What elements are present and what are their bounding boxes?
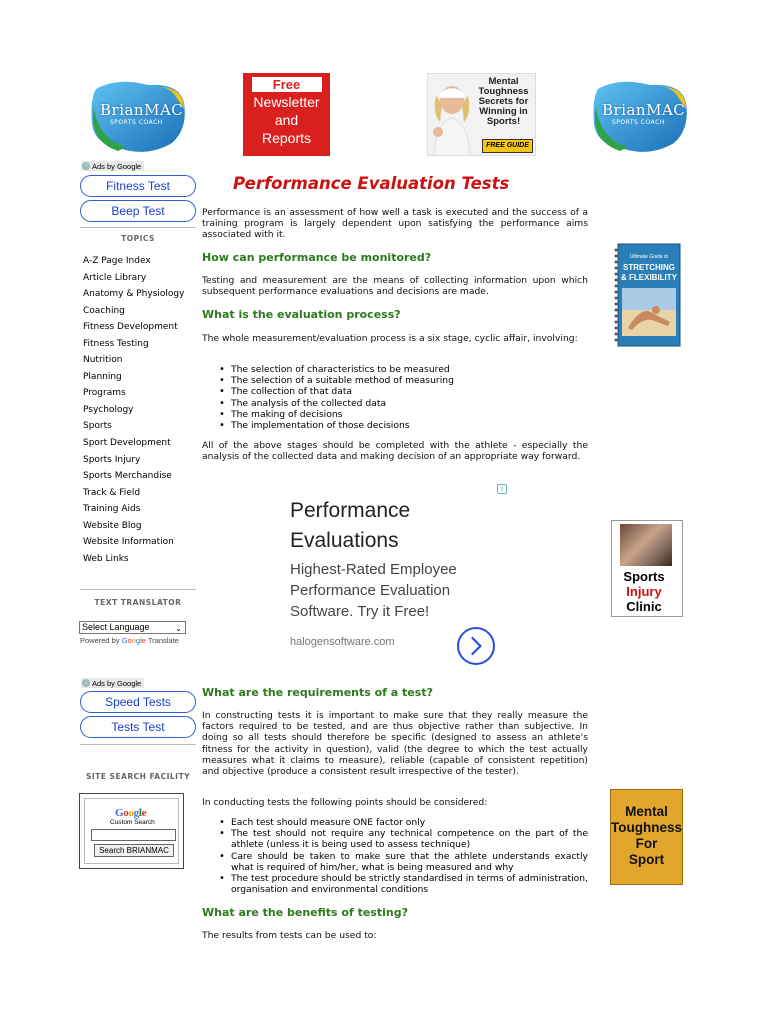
topic-link[interactable]: Sports Injury xyxy=(83,454,141,465)
topic-link[interactable]: Fitness Testing xyxy=(83,338,149,349)
beep-test-button[interactable]: Beep Test xyxy=(80,200,196,222)
language-select[interactable] xyxy=(79,621,186,634)
fitness-test-button[interactable]: Fitness Test xyxy=(80,175,196,197)
list-item: • The making of decisions xyxy=(218,409,588,420)
book-title-1: STRETCHING xyxy=(623,263,675,272)
woman-photo-icon xyxy=(432,82,472,156)
ad-title-line1: Performance xyxy=(290,499,411,522)
requirements-paragraph: In constructing tests it is important to make sure that they really measure the factors required to be tested, and are thus objective rather than subjective. In doing so all tests should therefore be specific (designed to assess an athlete's fitness for the activity in question), valid (the degree to which the test actually measures what it claims to measure), reliable (capable of consistent repetition) and objective (produce a consistent result irrespective of the tester). xyxy=(202,710,588,778)
ads-by-text: Ads by Google xyxy=(92,678,142,688)
heading-process: What is the evaluation process? xyxy=(202,308,401,321)
topic-link[interactable]: Programs xyxy=(83,388,126,399)
ads-by-google-label[interactable] xyxy=(81,161,144,171)
injury-photo-icon xyxy=(620,524,672,566)
ad-url: halogensoftware.com xyxy=(290,636,395,648)
site-search-heading: SITE SEARCH FACILITY xyxy=(85,772,191,781)
stages-paragraph: All of the above stages should be completed with the athlete - especially the analysis of the collected data and making decision of an appropriate way forward. xyxy=(202,440,588,463)
heading-monitor: How can performance be monitored? xyxy=(202,251,432,264)
ad-description: Highest-Rated Employee Performance Evaluation Software. Try it Free! xyxy=(290,561,457,620)
newsletter-free: Free xyxy=(252,77,322,92)
sidebar-divider xyxy=(80,744,196,745)
newsletter-line2: and xyxy=(274,112,299,128)
mental-line1: Mental xyxy=(625,804,668,819)
page-title: Performance Evaluation Tests xyxy=(233,174,510,193)
heading-requirements: What are the requirements of a test? xyxy=(202,686,433,699)
conducting-paragraph: In conducting tests the following points should be considered: xyxy=(202,797,488,808)
google-text-ad[interactable] xyxy=(290,484,508,666)
benefits-paragraph: The results from tests can be used to: xyxy=(202,930,377,941)
topic-link[interactable]: Web Links xyxy=(83,553,129,564)
injury-ad-text xyxy=(612,569,676,614)
translate-text: Translate xyxy=(147,636,179,645)
list-item: • Each test should measure ONE factor only xyxy=(218,817,588,828)
heading-benefits: What are the benefits of testing? xyxy=(202,906,408,919)
topic-link[interactable]: Track & Field xyxy=(83,487,141,498)
list-item: • The selection of a suitable method of measuring xyxy=(218,375,588,386)
topic-link[interactable]: Anatomy & Physiology xyxy=(83,289,185,300)
site-search-box xyxy=(79,793,184,869)
book-title-2: & FLEXIBILITY xyxy=(621,273,677,282)
injury-line3: Clinic xyxy=(626,599,662,614)
newsletter-banner[interactable] xyxy=(243,73,330,156)
search-inner-frame xyxy=(84,798,179,864)
mental-ad-text: Mental Toughness Secrets for Winning in Sports! xyxy=(478,76,529,127)
sidebar-divider xyxy=(80,589,196,590)
monitor-paragraph: Testing and measurement are the means of collecting information upon which subsequent performance evaluations and decisions are made. xyxy=(202,275,588,298)
powered-by-text: Powered by xyxy=(80,636,120,645)
mental-line2: Toughness xyxy=(611,820,683,835)
list-item: • The selection of characteristics to be measured xyxy=(218,364,588,375)
list-item: • The analysis of the collected data xyxy=(218,398,588,409)
adchoices-icon: i xyxy=(82,679,90,687)
speed-tests-button[interactable]: Speed Tests xyxy=(80,691,196,713)
list-item: • Care should be taken to make sure that the athlete understands exactly what is required of him/her, what is being measured and why xyxy=(218,851,588,873)
topic-link[interactable]: Planning xyxy=(83,371,122,382)
brianmac-logo-right[interactable] xyxy=(590,79,690,154)
logo-brand-text: BrianMAC xyxy=(602,101,686,119)
sports-injury-clinic-ad[interactable] xyxy=(611,520,683,617)
sidebar-divider xyxy=(80,227,196,228)
mental-line4: Sport xyxy=(628,852,665,867)
list-item: • The implementation of those decisions xyxy=(218,420,588,431)
tests-test-button[interactable]: Tests Test xyxy=(80,716,196,738)
ad-title xyxy=(290,496,410,556)
logo-sub-text: SPORTS COACH xyxy=(110,119,163,126)
topic-link[interactable]: Sports xyxy=(83,421,112,432)
process-list xyxy=(218,364,588,431)
adchoices-icon[interactable]: i xyxy=(497,484,507,494)
list-item: • The test should not require any technical competence on the part of the athlete (unless it is being used to assess technique) xyxy=(218,828,588,850)
custom-search-label: Custom Search xyxy=(110,819,155,826)
list-item: • The test procedure should be strictly standardised in terms of administration, organisation and environmental conditions xyxy=(218,873,588,895)
stretching-book-ad[interactable] xyxy=(612,242,682,348)
google-wordmark-icon: Google xyxy=(115,807,147,819)
injury-line1: Sports xyxy=(623,569,665,584)
process-paragraph: The whole measurement/evaluation process is a six stage, cyclic affair, involving: xyxy=(202,333,578,344)
language-select-value: Select Language xyxy=(82,622,150,632)
conducting-list xyxy=(218,817,588,895)
topic-link[interactable]: A-Z Page Index xyxy=(83,256,151,266)
topic-link[interactable]: Psychology xyxy=(83,404,134,415)
topics-list xyxy=(83,253,184,567)
topic-link[interactable]: Fitness Development xyxy=(83,322,178,333)
ads-by-google-label[interactable] xyxy=(81,678,144,688)
powered-by-google-translate[interactable] xyxy=(80,636,179,645)
injury-line2: Injury xyxy=(626,584,662,599)
topics-heading: TOPICS xyxy=(121,234,155,243)
topic-link[interactable]: Website Information xyxy=(83,537,174,548)
brianmac-logo[interactable] xyxy=(88,79,188,154)
search-button[interactable]: Search BRIANMAC xyxy=(94,844,174,857)
mental-toughness-for-sport-ad[interactable] xyxy=(610,789,683,885)
ad-title-line2: Evaluations xyxy=(290,529,399,552)
adchoices-icon: i xyxy=(82,162,90,170)
logo-brand-text: BrianMAC xyxy=(100,101,184,119)
free-guide-button[interactable]: FREE GUIDE xyxy=(482,139,533,153)
search-input[interactable] xyxy=(91,829,176,841)
mental-toughness-banner[interactable] xyxy=(427,73,536,156)
mental-line3: For xyxy=(635,836,658,851)
ads-by-text: Ads by Google xyxy=(92,161,142,171)
topic-link[interactable]: Coaching xyxy=(83,305,125,316)
google-wordmark-icon: Google xyxy=(121,636,146,645)
logo-sub-text: SPORTS COACH xyxy=(612,119,665,126)
intro-paragraph: Performance is an assessment of how well a task is executed and the success of a training program is largely dependent upon satisfying the performance aims associated with it. xyxy=(202,207,588,241)
topic-link[interactable]: Training Aids xyxy=(83,504,141,515)
topic-link[interactable]: Website Blog xyxy=(83,520,142,531)
topic-link[interactable]: Article Library xyxy=(83,272,147,283)
topic-link[interactable]: Nutrition xyxy=(83,355,123,366)
chevron-right-icon[interactable] xyxy=(457,627,495,665)
newsletter-line1: Newsletter xyxy=(253,94,320,110)
topic-link[interactable]: Sports Merchandise xyxy=(83,471,172,482)
chevron-down-icon: ⌄ xyxy=(175,624,182,633)
list-item: • The collection of that data xyxy=(218,386,588,397)
topic-link[interactable]: Sport Development xyxy=(83,438,171,449)
newsletter-line3: Reports xyxy=(261,130,312,146)
translator-heading: TEXT TRANSLATOR xyxy=(94,598,182,607)
book-subtitle: Ultimate Guide to xyxy=(629,254,669,260)
